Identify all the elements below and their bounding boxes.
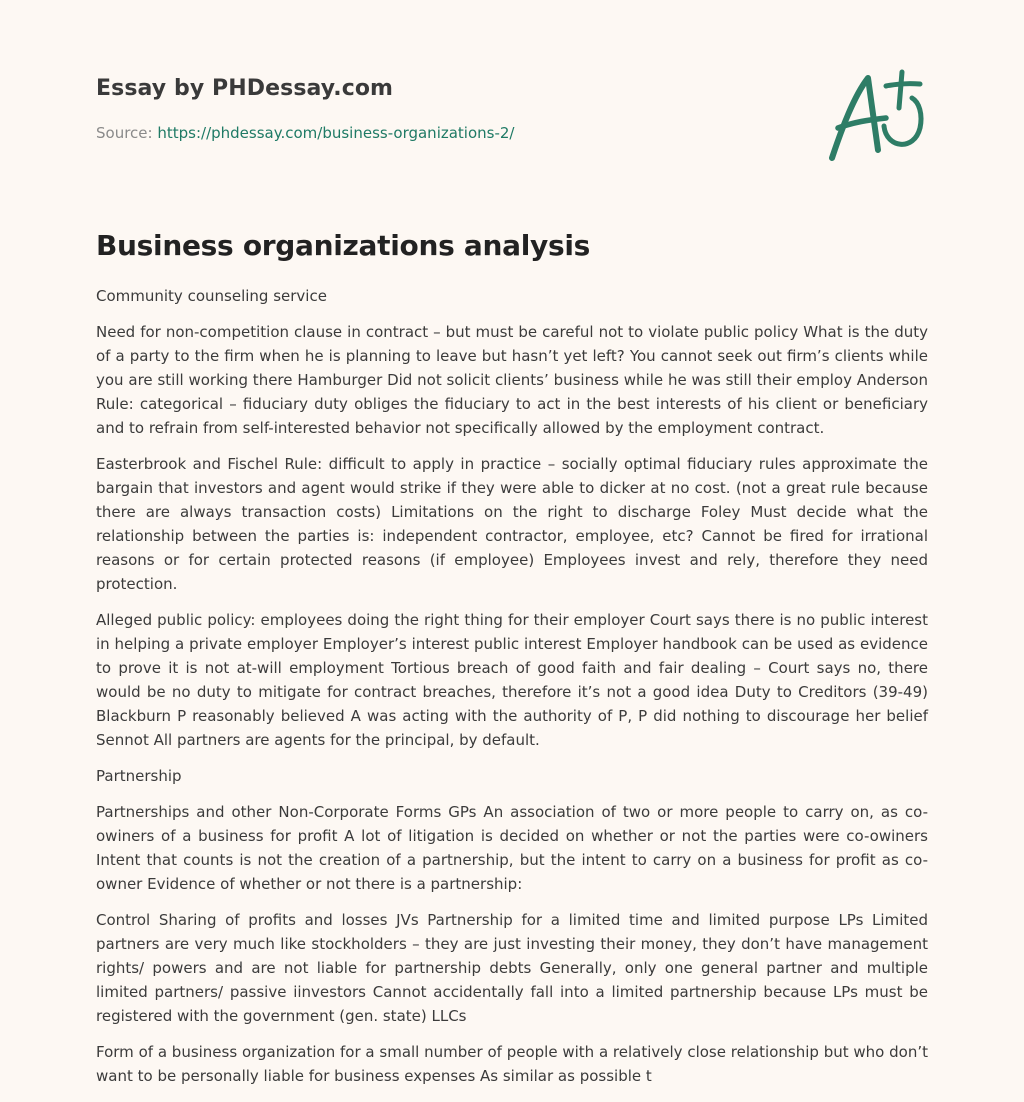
essay-body bbox=[96, 284, 928, 1088]
paragraph: Form of a business organization for a small number of people with a relatively close relationship but who don’t want to be personally liable for business expenses As similar as possible t bbox=[96, 1043, 928, 1085]
site-title: Essay by PHDessay.com bbox=[96, 76, 394, 101]
source-label: Source: bbox=[96, 124, 153, 142]
page-header bbox=[96, 0, 928, 190]
source-line bbox=[96, 124, 514, 142]
paragraph: Control Sharing of profits and losses JVs Partnership for a limited time and limited purpose LPs Limited partners are very much like stockholders – they are just investing their money, they don’t have management rights/ powers and are not liable for partnership debts Generally, only one general partner and multiple limited partners/ passive iinvestors Cannot accidentally fall into a limited partnership because LPs must be registered with the government (gen. state) LLCs bbox=[96, 911, 928, 1025]
paragraph: Need for non-competition clause in contract – but must be careful not to violate public policy What is the duty of a party to the firm when he is planning to leave but hasn’t yet left? You cannot seek out firm’s clients while you are still working there Hamburger Did not solicit clients’ business while he was still their employ Anderson Rule: categorical – fiduciary duty obliges the fiduciary to act in the best interests of his client or beneficiary and to refrain from self-interested behavior not specifically allowed by the employment contract. bbox=[96, 323, 928, 437]
source-link[interactable]: https://phdessay.com/business-organizations-2/ bbox=[157, 124, 515, 142]
paragraph: Easterbrook and Fischel Rule: difficult to apply in practice – socially optimal fiduciary rules approximate the bargain that investors and agent would strike if they were able to dicker at no cost. (not a great rule because there are always transaction costs) Limitations on the right to discharge Foley Must decide what the relationship between the parties is: independent contractor, employee, etc? Cannot be fired for irrational reasons or for certain protected reasons (if employee) Employees invest and rely, therefore they need protection. bbox=[96, 455, 928, 593]
paragraph: Partnership bbox=[96, 767, 182, 785]
paragraph: Partnerships and other Non-Corporate Forms GPs An association of two or more people to carry on, as co-owiners of a business for profit A lot of litigation is decided on whether or not the parties were co-owiners Intent that counts is not the creation of a partnership, but the intent to carry on a business for profit as co-owner Evidence of whether or not there is a partnership: bbox=[96, 803, 928, 893]
essay-content bbox=[96, 226, 928, 1088]
paragraph: Community counseling service bbox=[96, 287, 327, 305]
a-plus-grade-icon bbox=[824, 66, 928, 166]
essay-title: Business organizations analysis bbox=[96, 229, 591, 262]
paragraph: Alleged public policy: employees doing the right thing for their employer Court says there is no public interest in helping a private employer Employer’s interest public interest Employer handbook can be used as evidence to prove it is not at-will employment Tortious breach of good faith and fair dealing – Court says no, there would be no duty to mitigate for contract breaches, therefore it’s not a good idea Duty to Creditors (39-49) Blackburn P reasonably believed A was acting with the authority of P, P did nothing to discourage her belief Sennot All partners are agents for the principal, by default. bbox=[96, 611, 928, 749]
